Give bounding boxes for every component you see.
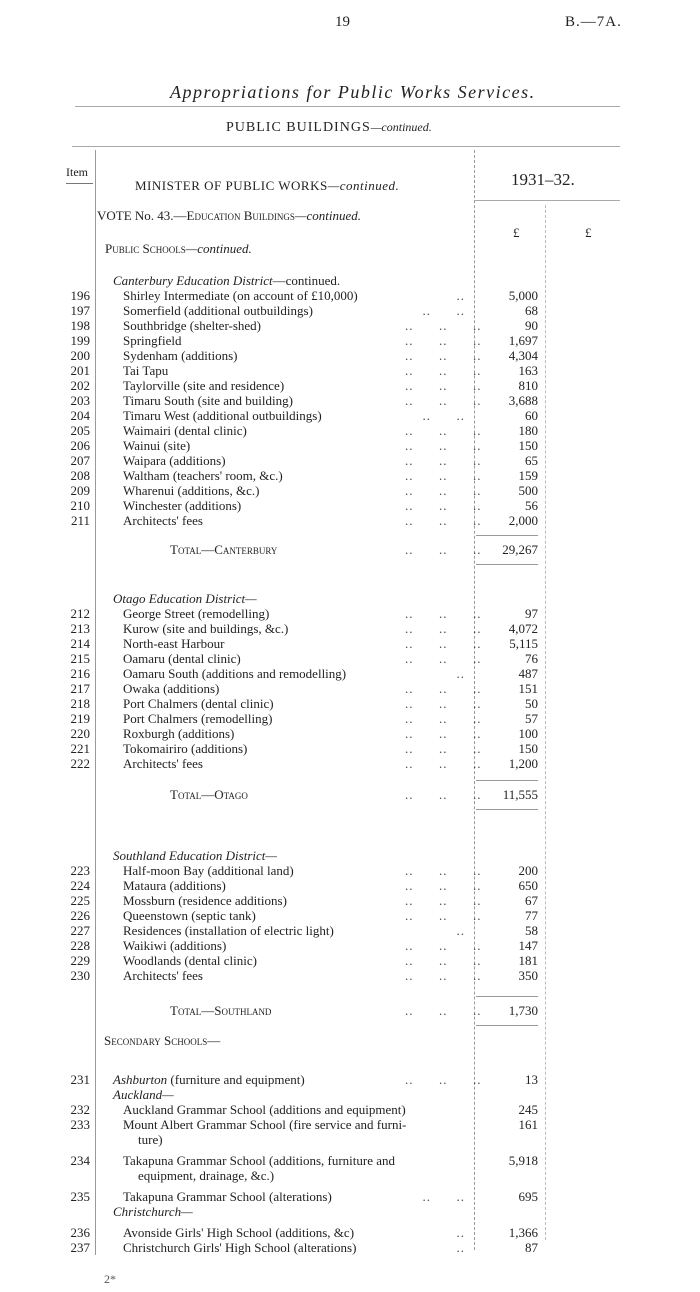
item-number: 228 bbox=[70, 938, 90, 953]
item-number: 232 bbox=[70, 1102, 90, 1117]
district-heading: Auckland— bbox=[113, 1087, 174, 1102]
item-amount: 150 bbox=[518, 741, 538, 756]
leader-dots: .. .. bbox=[409, 303, 465, 318]
leader-dots: .. bbox=[456, 1240, 465, 1255]
item-number: 211 bbox=[70, 513, 90, 528]
leader-dots: .. .. .. bbox=[405, 787, 482, 802]
leader-dots: .. .. .. bbox=[405, 318, 482, 333]
item-amount: 87 bbox=[525, 1240, 538, 1255]
leader-dots: .. .. .. bbox=[405, 438, 482, 453]
item-description: Mataura (additions) bbox=[123, 878, 226, 893]
item-amount: 695 bbox=[518, 1189, 538, 1204]
item-number: 212 bbox=[70, 606, 90, 621]
leader-dots: .. bbox=[456, 923, 465, 938]
item-amount: 180 bbox=[518, 423, 538, 438]
item-number: 216 bbox=[70, 666, 90, 681]
leader-dots: .. .. .. bbox=[405, 893, 482, 908]
leader-dots: .. bbox=[456, 1225, 465, 1240]
public-schools-heading bbox=[105, 241, 252, 257]
leader-dots: .. .. .. bbox=[405, 483, 482, 498]
subheading-row bbox=[0, 1132, 700, 1147]
vote-number: VOTE No. 43.— bbox=[97, 208, 187, 223]
table-row bbox=[0, 908, 700, 923]
item-amount: 487 bbox=[518, 666, 538, 681]
title-rule bbox=[75, 106, 620, 107]
item-description: Sydenham (additions) bbox=[123, 348, 238, 363]
item-description: Wainui (site) bbox=[123, 438, 191, 453]
subheading-row bbox=[0, 1087, 700, 1102]
table-row bbox=[0, 863, 700, 878]
table-row bbox=[0, 726, 700, 741]
item-number: 222 bbox=[70, 756, 90, 771]
table-row bbox=[0, 333, 700, 348]
item-description: Avonside Girls' High School (additions, &c) bbox=[123, 1225, 355, 1240]
leader-dots: .. .. .. bbox=[405, 606, 482, 621]
item-amount: 50 bbox=[525, 696, 538, 711]
table-row bbox=[0, 893, 700, 908]
leader-dots: .. .. .. bbox=[405, 363, 482, 378]
page-number: 19 bbox=[335, 14, 350, 30]
leader-dots: .. .. .. bbox=[405, 863, 482, 878]
leader-dots: .. .. .. bbox=[405, 651, 482, 666]
total-label: Total—Otago bbox=[170, 787, 248, 802]
item-number: 205 bbox=[70, 423, 90, 438]
item-description: Somerfield (additional outbuildings) bbox=[123, 303, 313, 318]
item-description: Half-moon Bay (additional land) bbox=[123, 863, 294, 878]
item-number: 233 bbox=[70, 1117, 90, 1132]
item-description: Springfield bbox=[123, 333, 182, 348]
leader-dots: .. .. .. bbox=[405, 333, 482, 348]
item-description: George Street (remodelling) bbox=[123, 606, 270, 621]
leader-dots: .. .. .. bbox=[405, 453, 482, 468]
leader-dots: .. bbox=[456, 288, 465, 303]
item-amount: 77 bbox=[525, 908, 538, 923]
table-row bbox=[0, 453, 700, 468]
vote-heading bbox=[97, 208, 361, 224]
subheading-row bbox=[0, 1204, 700, 1219]
table-row bbox=[0, 483, 700, 498]
table-row bbox=[0, 953, 700, 968]
table-row bbox=[0, 1189, 700, 1204]
leader-dots: .. .. .. bbox=[405, 378, 482, 393]
table-row bbox=[0, 1240, 700, 1255]
item-amount: 5,000 bbox=[508, 288, 538, 303]
section-heading-suffix: —continued. bbox=[370, 120, 432, 134]
item-number: 202 bbox=[70, 378, 90, 393]
item-amount: 68 bbox=[525, 303, 538, 318]
subheading-row bbox=[0, 591, 700, 606]
item-number: 220 bbox=[70, 726, 90, 741]
subheading-row bbox=[0, 1033, 700, 1048]
table-row bbox=[0, 288, 700, 303]
total-amount: 29,267 bbox=[476, 535, 538, 565]
item-amount: 810 bbox=[518, 378, 538, 393]
table-row bbox=[0, 923, 700, 938]
leader-dots: .. .. .. bbox=[405, 908, 482, 923]
leader-dots: .. bbox=[435, 666, 465, 681]
secondary-schools-heading: Secondary Schools— bbox=[104, 1033, 221, 1048]
item-amount: 5,115 bbox=[509, 636, 538, 651]
minister-name: MINISTER OF PUBLIC WORKS bbox=[135, 178, 328, 193]
item-amount: 76 bbox=[525, 651, 538, 666]
item-number: 226 bbox=[70, 908, 90, 923]
item-header-rule bbox=[66, 183, 93, 184]
table-row bbox=[0, 878, 700, 893]
leader-dots: .. .. .. bbox=[405, 423, 482, 438]
leader-dots: .. .. bbox=[418, 408, 465, 423]
currency-symbol-2: £ bbox=[585, 225, 592, 240]
table-row bbox=[0, 651, 700, 666]
total-label: Total—Canterbury bbox=[170, 542, 278, 557]
leader-dots: .. .. .. bbox=[405, 348, 482, 363]
item-amount: 163 bbox=[518, 363, 538, 378]
table-row bbox=[0, 318, 700, 333]
minister-suffix: —continued. bbox=[327, 178, 400, 193]
leader-dots: .. .. .. bbox=[405, 696, 482, 711]
item-description: Winchester (additions) bbox=[123, 498, 242, 513]
leader-dots: .. .. .. bbox=[405, 953, 482, 968]
subheading-row bbox=[0, 273, 700, 288]
item-description: Wharenui (additions, &c.) bbox=[123, 483, 260, 498]
item-number: 229 bbox=[70, 953, 90, 968]
total-row bbox=[0, 787, 700, 802]
total-row bbox=[0, 1003, 700, 1018]
table-row bbox=[0, 438, 700, 453]
item-number: 230 bbox=[70, 968, 90, 983]
leader-dots: .. .. .. bbox=[405, 968, 482, 983]
item-amount: 100 bbox=[518, 726, 538, 741]
table-row bbox=[0, 696, 700, 711]
item-amount: 56 bbox=[525, 498, 538, 513]
item-amount: 4,072 bbox=[508, 621, 538, 636]
item-description: Waipara (additions) bbox=[123, 453, 226, 468]
currency-symbol-1: £ bbox=[513, 225, 520, 240]
table-row bbox=[0, 681, 700, 696]
item-number: 196 bbox=[70, 288, 90, 303]
item-amount: 161 bbox=[518, 1117, 538, 1132]
item-description: Oamaru (dental clinic) bbox=[123, 651, 241, 666]
item-amount: 200 bbox=[518, 863, 538, 878]
item-number: 227 bbox=[70, 923, 90, 938]
leader-dots: .. .. .. bbox=[405, 741, 482, 756]
leader-dots: .. .. .. bbox=[405, 468, 482, 483]
item-amount: 57 bbox=[525, 711, 538, 726]
total-row bbox=[0, 542, 700, 557]
item-description: Takapuna Grammar School (alterations) bbox=[123, 1189, 332, 1204]
item-amount: 67 bbox=[525, 893, 538, 908]
table-row bbox=[0, 408, 700, 423]
table-row bbox=[0, 1153, 700, 1168]
table-row bbox=[0, 636, 700, 651]
item-number: 207 bbox=[70, 453, 90, 468]
leader-dots: .. .. .. bbox=[405, 711, 482, 726]
table-row bbox=[0, 378, 700, 393]
table-row bbox=[0, 938, 700, 953]
vote-suffix: —continued. bbox=[294, 208, 361, 223]
item-number: 213 bbox=[70, 621, 90, 636]
subheading-row bbox=[0, 1168, 700, 1183]
item-number: 198 bbox=[70, 318, 90, 333]
public-schools-label: Public Schools bbox=[105, 241, 186, 256]
item-amount: 97 bbox=[525, 606, 538, 621]
item-description: Mossburn (residence additions) bbox=[123, 893, 287, 908]
heading-suffix: —continued. bbox=[272, 273, 341, 288]
item-description: Architects' fees bbox=[123, 968, 203, 983]
item-description: North-east Harbour bbox=[123, 636, 225, 651]
leader-dots: .. .. .. bbox=[405, 498, 482, 513]
table-row bbox=[0, 393, 700, 408]
item-number: 218 bbox=[70, 696, 90, 711]
item-description: Shirley Intermediate (on account of £10,000) bbox=[123, 288, 358, 303]
item-description: Architects' fees bbox=[123, 513, 203, 528]
leader-dots: .. .. .. bbox=[405, 393, 482, 408]
item-description: Waikiwi (additions) bbox=[123, 938, 227, 953]
table-row bbox=[0, 968, 700, 983]
item-amount: 151 bbox=[518, 681, 538, 696]
table-row bbox=[0, 1072, 700, 1087]
item-amount: 147 bbox=[518, 938, 538, 953]
item-amount: 3,688 bbox=[508, 393, 538, 408]
item-number: 236 bbox=[70, 1225, 90, 1240]
leader-dots: .. .. .. bbox=[405, 878, 482, 893]
item-amount: 650 bbox=[518, 878, 538, 893]
item-number: 200 bbox=[70, 348, 90, 363]
public-schools-suffix: —continued. bbox=[185, 241, 252, 256]
item-number: 214 bbox=[70, 636, 90, 651]
item-description: Ashburton (furniture and equipment) bbox=[113, 1072, 305, 1087]
item-amount: 1,366 bbox=[508, 1225, 538, 1240]
total-amount: 1,730 bbox=[476, 996, 538, 1026]
leader-dots: .. .. .. bbox=[405, 513, 482, 528]
item-amount: 181 bbox=[518, 953, 538, 968]
item-number: 210 bbox=[70, 498, 90, 513]
item-description: Queenstown (septic tank) bbox=[123, 908, 256, 923]
item-number: 219 bbox=[70, 711, 90, 726]
item-amount: 5,918 bbox=[508, 1153, 538, 1168]
footer-signature-mark: 2* bbox=[104, 1272, 116, 1286]
item-amount: 90 bbox=[525, 318, 538, 333]
item-description: Owaka (additions) bbox=[123, 681, 220, 696]
item-amount: 1,697 bbox=[508, 333, 538, 348]
item-number: 215 bbox=[70, 651, 90, 666]
item-amount: 60 bbox=[525, 408, 538, 423]
table-row bbox=[0, 498, 700, 513]
table-row bbox=[0, 756, 700, 771]
total-amount: 11,555 bbox=[476, 780, 538, 810]
leader-dots: .. .. .. bbox=[405, 681, 482, 696]
item-description: Oamaru South (additions and remodelling) bbox=[123, 666, 347, 681]
table-row bbox=[0, 666, 700, 681]
item-description: Residences (installation of electric light) bbox=[123, 923, 334, 938]
item-description: Kurow (site and buildings, &c.) bbox=[123, 621, 289, 636]
leader-dots: .. .. .. bbox=[405, 621, 482, 636]
item-number: 204 bbox=[70, 408, 90, 423]
district-heading: Christchurch— bbox=[113, 1204, 193, 1219]
year-header: 1931–32. bbox=[511, 170, 575, 189]
leader-dots: .. .. .. bbox=[405, 542, 482, 557]
item-amount: 1,200 bbox=[508, 756, 538, 771]
leader-dots: .. .. .. bbox=[405, 938, 482, 953]
item-amount: 4,304 bbox=[508, 348, 538, 363]
leader-dots: .. .. .. bbox=[405, 1003, 482, 1018]
vote-name: Education Buildings bbox=[186, 208, 295, 223]
table-row bbox=[0, 423, 700, 438]
item-amount: 159 bbox=[518, 468, 538, 483]
description-continuation: equipment, drainage, &c.) bbox=[138, 1168, 275, 1183]
item-number: 206 bbox=[70, 438, 90, 453]
item-number: 237 bbox=[70, 1240, 90, 1255]
item-place: Ashburton bbox=[113, 1072, 168, 1087]
leader-dots: .. .. .. bbox=[405, 726, 482, 741]
table-row bbox=[0, 621, 700, 636]
page-title: Appropriations for Public Works Services. bbox=[170, 82, 536, 102]
table-row bbox=[0, 1117, 700, 1132]
appropriations-table bbox=[0, 273, 700, 1255]
district-heading: Southland Education District— bbox=[113, 848, 277, 863]
item-description: Port Chalmers (remodelling) bbox=[123, 711, 273, 726]
total-label: Total—Southland bbox=[170, 1003, 272, 1018]
item-description: Architects' fees bbox=[123, 756, 203, 771]
section-heading bbox=[226, 120, 432, 136]
section-heading-main: PUBLIC BUILDINGS bbox=[226, 120, 371, 135]
table-row bbox=[0, 606, 700, 621]
item-description: Roxburgh (additions) bbox=[123, 726, 235, 741]
table-row bbox=[0, 741, 700, 756]
item-description: Christchurch Girls' High School (alterations) bbox=[123, 1240, 357, 1255]
item-description: Waimairi (dental clinic) bbox=[123, 423, 247, 438]
item-description: Timaru West (additional outbuildings) bbox=[123, 408, 322, 423]
table-row bbox=[0, 1102, 700, 1117]
item-amount: 245 bbox=[518, 1102, 538, 1117]
leader-dots: .. .. .. bbox=[405, 1072, 482, 1087]
item-number: 235 bbox=[70, 1189, 90, 1204]
document-reference: B.—7A. bbox=[565, 14, 622, 30]
item-number: 225 bbox=[70, 893, 90, 908]
item-description: Woodlands (dental clinic) bbox=[123, 953, 257, 968]
item-number: 224 bbox=[70, 878, 90, 893]
item-number: 199 bbox=[70, 333, 90, 348]
item-number: 234 bbox=[70, 1153, 90, 1168]
district-heading: Canterbury Education District—continued. bbox=[113, 273, 341, 288]
table-row bbox=[0, 303, 700, 318]
item-amount: 2,000 bbox=[508, 513, 538, 528]
description-continuation: ture) bbox=[138, 1132, 163, 1147]
item-number: 231 bbox=[70, 1072, 90, 1087]
item-number: 197 bbox=[70, 303, 90, 318]
district-heading: Otago Education District— bbox=[113, 591, 257, 606]
item-description: Tokomairiro (additions) bbox=[123, 741, 248, 756]
leader-dots: .. .. .. bbox=[405, 636, 482, 651]
item-number: 208 bbox=[70, 468, 90, 483]
leader-dots: .. .. bbox=[418, 1189, 465, 1204]
item-number: 217 bbox=[70, 681, 90, 696]
table-row bbox=[0, 1225, 700, 1240]
item-description: Mount Albert Grammar School (fire service and furni- bbox=[123, 1117, 407, 1132]
item-description: Tai Tapu bbox=[123, 363, 169, 378]
table-row bbox=[0, 363, 700, 378]
item-amount: 500 bbox=[518, 483, 538, 498]
item-amount: 13 bbox=[525, 1072, 538, 1087]
item-number: 223 bbox=[70, 863, 90, 878]
subheading-row bbox=[0, 848, 700, 863]
year-header-rule bbox=[475, 200, 620, 201]
table-row bbox=[0, 711, 700, 726]
table-row bbox=[0, 513, 700, 528]
section-rule bbox=[72, 146, 620, 147]
item-amount: 65 bbox=[525, 453, 538, 468]
item-number: 203 bbox=[70, 393, 90, 408]
item-description: Takapuna Grammar School (additions, furniture and bbox=[123, 1153, 396, 1168]
item-amount: 350 bbox=[518, 968, 538, 983]
minister-heading bbox=[135, 178, 399, 194]
item-description: Waltham (teachers' room, &c.) bbox=[123, 468, 283, 483]
item-description: Southbridge (shelter-shed) bbox=[123, 318, 262, 333]
item-amount: 58 bbox=[525, 923, 538, 938]
item-number: 201 bbox=[70, 363, 90, 378]
item-description: Auckland Grammar School (additions and equipment) bbox=[123, 1102, 406, 1117]
item-description: Timaru South (site and building) bbox=[123, 393, 293, 408]
item-number: 209 bbox=[70, 483, 90, 498]
item-description: Port Chalmers (dental clinic) bbox=[123, 696, 274, 711]
item-description: Taylorville (site and residence) bbox=[123, 378, 285, 393]
leader-dots: .. .. .. bbox=[405, 756, 482, 771]
item-number: 221 bbox=[70, 741, 90, 756]
item-column-header: Item bbox=[66, 165, 88, 179]
table-row bbox=[0, 468, 700, 483]
table-row bbox=[0, 348, 700, 363]
item-amount: 150 bbox=[518, 438, 538, 453]
